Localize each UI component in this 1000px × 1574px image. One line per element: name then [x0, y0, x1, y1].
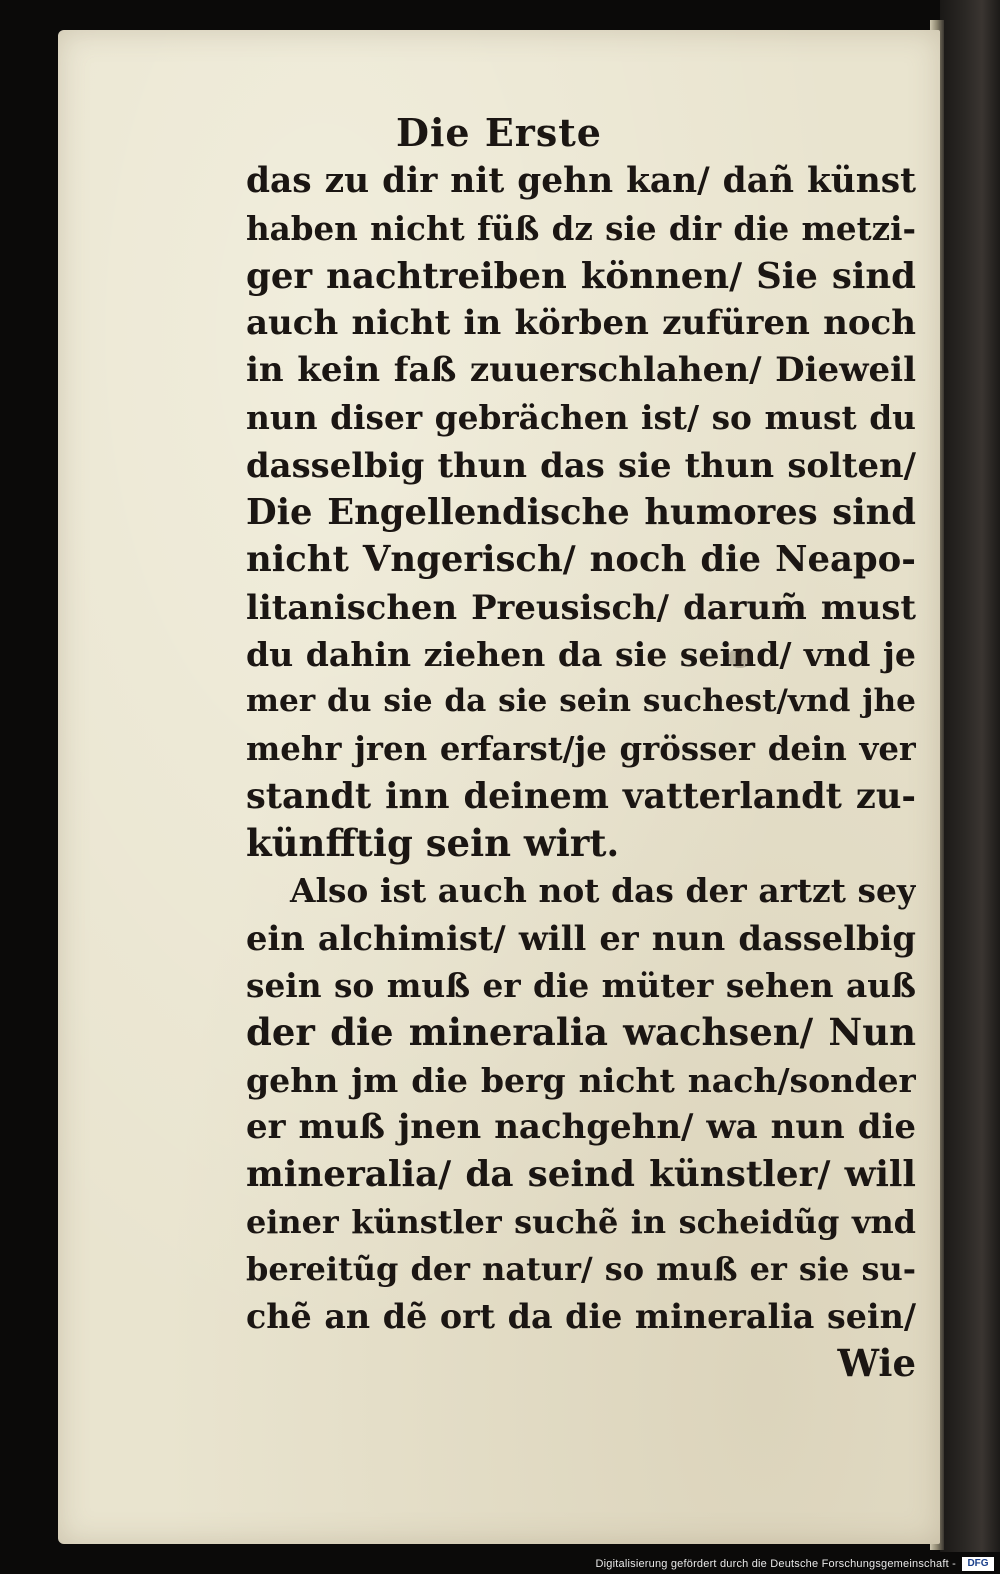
text-line: standt inn deinem vatterlandt zu-	[246, 775, 916, 817]
text-line: ein alchimist/ will er nun dasselbig	[246, 917, 916, 958]
text-block	[246, 158, 916, 1388]
text-line: nun diser gebrächen ist/ so must du	[246, 398, 916, 438]
text-line: mehr jren erfarst/je grösser dein ver	[246, 729, 916, 768]
text-line: nicht Vngerisch/ noch die Neapo-	[246, 539, 916, 581]
text-line: Die Engellendische humores sind	[246, 492, 916, 534]
text-line: einer künstler suchẽ in scheidũg vnd	[246, 1202, 916, 1241]
text-line: das zu dir nit gehn kan/ dañ künst	[246, 161, 916, 201]
text-line: der die mineralia wachsen/ Nun	[246, 1010, 916, 1055]
book-page	[58, 30, 940, 1544]
text-line: mineralia/ da seind künstler/ will	[246, 1153, 916, 1196]
text-line: bereitũg der natur/ so muß er sie su-	[246, 1249, 916, 1288]
text-line: künfftig sein wirt.	[246, 821, 620, 866]
text-line: dasselbig thun das sie thun solten/	[246, 444, 916, 485]
catchword: Wie	[837, 1341, 916, 1386]
text-line: haben nicht füß dz sie dir die metzi-	[246, 209, 916, 249]
ink-smudge	[728, 648, 752, 668]
footer-bar	[0, 1552, 1000, 1574]
text-line: gehn jm die berg nicht nach/sonder	[246, 1060, 916, 1100]
text-line: auch nicht in körben zufüren noch	[246, 302, 916, 343]
running-head: Die Erste	[396, 110, 602, 155]
dfg-logo: DFG	[962, 1557, 994, 1571]
book-binding	[940, 0, 1000, 1574]
text-line: litanischen Preusisch/ darum̃ must	[246, 586, 916, 627]
text-line: du dahin ziehen da sie seind/ vnd je	[246, 634, 916, 674]
text-line: Also ist auch not das der artzt sey	[290, 871, 916, 911]
text-line: ger nachtreiben können/ Sie sind	[246, 255, 916, 297]
text-line: chẽ an dẽ ort da die mineralia sein/	[246, 1297, 916, 1337]
digitization-credit: Digitalisierung gefördert durch die Deutsche Forschungsgemeinschaft -	[595, 1558, 956, 1570]
text-line: sein so muß er die müter sehen auß	[246, 966, 916, 1006]
text-line: mer du sie da sie sein suchest/vnd jhe	[246, 683, 916, 720]
text-line: er muß jnen nachgehn/ wa nun die	[246, 1106, 916, 1147]
text-line: in kein faß zuuerschlahen/ Dieweil	[246, 350, 916, 391]
